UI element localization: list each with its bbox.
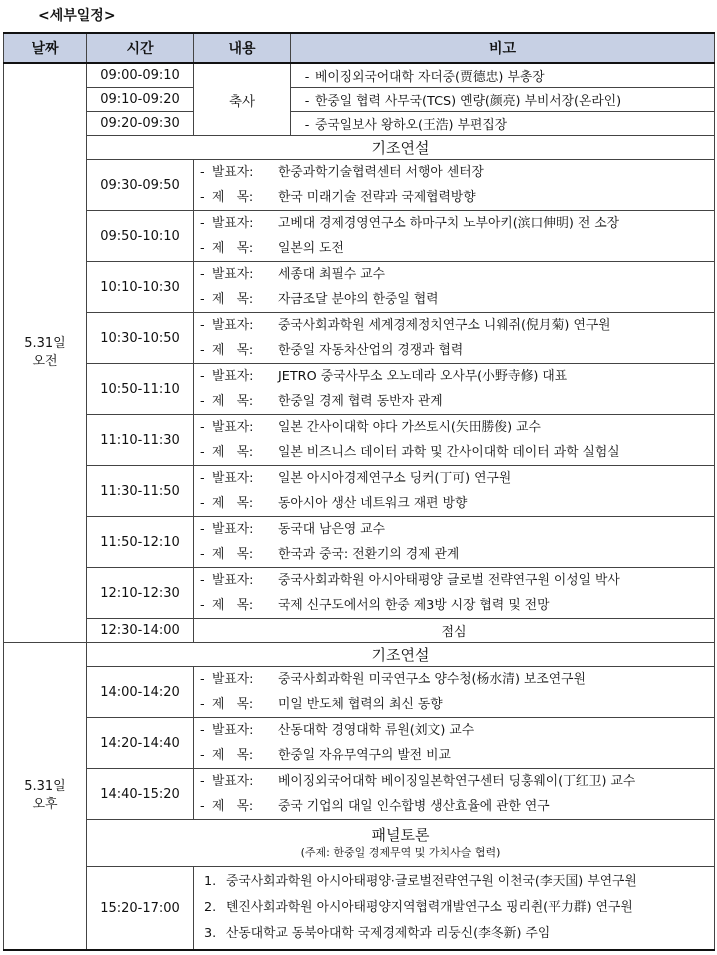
topic-text: 자금조달 분야의 한중일 협력 [278,292,439,307]
panel-subtitle: (주제: 한중일 경제무역 및 가치사슬 협력) [300,846,501,859]
topic-line [200,794,714,819]
topic-text: 한중일 자유무역구의 발전 비교 [278,748,451,763]
topic-text: 한국 미래기술 전략과 국제협력방향 [278,190,476,205]
topic-line [200,440,714,465]
topic-text: 국제 신구도에서의 한중 제3방 시장 협력 및 전망 [278,598,550,613]
talk-row [4,160,715,211]
presenter-label: 발표자: [212,267,254,282]
topic-line [200,491,714,516]
talk-detail [194,211,715,262]
presenter-text: 일본 아시아경제연구소 딩커(丁可) 연구원 [278,471,512,486]
time-cell: 09:30-09:50 [87,160,194,211]
dash-mark: - [200,394,205,409]
congrats-note-text: 한중일 협력 사무국(TCS) 옌량(颜亮) 부비서장(온라인) [315,94,622,109]
time-cell: 10:30-10:50 [87,313,194,364]
topic-label: 제 목: [212,241,254,256]
dash-mark: - [200,445,205,460]
topic-text: 중국 기업의 대일 인수합병 생산효율에 관한 연구 [278,799,550,814]
congrats-row [4,63,715,88]
presenter-text: 산동대학 경영대학 류원(刘文) 교수 [278,723,475,738]
panel-title: 패널토론 [371,826,430,844]
presenter-text: 중국사회과학원 아시아태평양 글로벌 전략연구원 이성일 박사 [278,573,620,588]
topic-line [200,287,714,312]
topic-text: 일본의 도전 [278,241,344,256]
presenter-text: JETRO 중국사무소 오노데라 오사무(小野寺修) 대표 [278,369,568,384]
talk-row [4,568,715,619]
afternoon-date-day: 5.31일 [24,779,66,794]
time-cell: 14:00-14:20 [87,667,194,718]
dash-mark: - [200,216,205,231]
time-cell: 14:20-14:40 [87,718,194,769]
topic-label: 제 목: [212,547,254,562]
time-cell: 09:20-09:30 [87,112,194,136]
presenter-text: 일본 간사이대학 야다 가쓰토시(矢田勝俊) 교수 [278,420,541,435]
congrats-row [4,112,715,136]
dash-mark: - [200,547,205,562]
presenter-line [200,415,714,440]
time-cell: 09:50-10:10 [87,211,194,262]
keynote-title: 기조연설 [87,643,715,667]
panel-member [204,869,714,895]
panel-header [87,820,715,867]
header-time: 시간 [87,33,194,63]
talk-detail [194,769,715,820]
dash-mark: - [200,420,205,435]
presenter-label: 발표자: [212,216,254,231]
topic-text: 한국과 중국: 전환기의 경제 관계 [278,547,460,562]
presenter-line [200,313,714,338]
panel-banner-row [4,820,715,867]
presenter-line [200,262,714,287]
presenter-line [200,667,714,692]
schedule-body [4,63,715,950]
topic-label: 제 목: [212,343,254,358]
presenter-line [200,466,714,491]
talk-row [4,211,715,262]
congrats-note-text: 베이징외국어대학 자더중(贾德忠) 부총장 [315,70,545,85]
topic-line [200,743,714,768]
header-row [4,33,715,63]
talk-row [4,415,715,466]
topic-label: 제 목: [212,748,254,763]
header-date: 날짜 [4,33,87,63]
talk-row [4,718,715,769]
presenter-line [200,568,714,593]
dash-mark: - [200,190,205,205]
dash-mark: - [200,672,205,687]
talk-row [4,667,715,718]
dash-mark: - [200,267,205,282]
talk-detail [194,160,715,211]
presenter-label: 발표자: [212,573,254,588]
time-cell: 11:10-11:30 [87,415,194,466]
dash-mark: - [200,573,205,588]
dash-mark: - [200,748,205,763]
congrats-note [291,63,715,88]
topic-text: 한중일 경제 협력 동반자 관계 [278,394,443,409]
afternoon-date-period: 오후 [32,797,58,812]
dash-mark: - [200,697,205,712]
lunch-row [4,619,715,643]
talk-row [4,262,715,313]
talk-detail [194,262,715,313]
presenter-text: 세종대 최필수 교수 [278,267,386,282]
dash-mark: - [200,471,205,486]
schedule-table [3,32,715,951]
dash-mark: - [200,292,205,307]
topic-label: 제 목: [212,598,254,613]
header-content: 내용 [194,33,291,63]
presenter-text: 고베대 경제경영연구소 하마구치 노부아키(滨口伸明) 전 소장 [278,216,620,231]
topic-line [200,185,714,210]
time-cell: 11:50-12:10 [87,517,194,568]
presenter-text: 중국사회과학원 세계경제정치연구소 니웨쥐(倪月菊) 연구원 [278,318,611,333]
dash-mark: - [200,522,205,537]
dash-mark: - [200,598,205,613]
panel-members-row [4,867,715,951]
dash-mark: - [200,774,205,789]
talk-row [4,364,715,415]
dash-mark: - [304,118,310,133]
presenter-line [200,718,714,743]
panel-members [194,867,715,951]
topic-line [200,593,714,618]
presenter-label: 발표자: [212,369,254,384]
member-text: 산동대학교 동북아대학 국제경제학과 리둥신(李冬新) 주임 [226,926,551,941]
talk-detail [194,313,715,364]
presenter-line [200,211,714,236]
topic-label: 제 목: [212,697,254,712]
dash-mark: - [200,165,205,180]
talk-row [4,517,715,568]
dash-mark: - [200,496,205,511]
dash-mark: - [200,799,205,814]
dash-mark: - [200,343,205,358]
talk-detail [194,364,715,415]
morning-date-day: 5.31일 [24,336,66,351]
topic-line [200,338,714,363]
topic-label: 제 목: [212,394,254,409]
presenter-text: 한중과학기술협력센터 서행아 센터장 [278,165,484,180]
time-cell: 09:00-09:10 [87,63,194,88]
schedule-heading: <세부일정> [38,8,116,24]
topic-label: 제 목: [212,496,254,511]
talk-row [4,769,715,820]
time-cell: 12:10-12:30 [87,568,194,619]
presenter-label: 발표자: [212,165,254,180]
talk-detail [194,568,715,619]
talk-detail [194,667,715,718]
time-cell: 10:10-10:30 [87,262,194,313]
talk-detail [194,718,715,769]
afternoon-date-cell [4,643,87,951]
time-cell: 11:30-11:50 [87,466,194,517]
congrats-note-text: 중국일보사 왕하오(王浩) 부편집장 [315,118,508,133]
member-number: 2. [204,900,217,915]
presenter-label: 발표자: [212,672,254,687]
congrats-note [291,88,715,112]
congrats-row [4,88,715,112]
presenter-label: 발표자: [212,420,254,435]
topic-line [200,692,714,717]
presenter-label: 발표자: [212,522,254,537]
topic-text: 한중일 자동차산업의 경쟁과 협력 [278,343,464,358]
presenter-label: 발표자: [212,723,254,738]
presenter-label: 발표자: [212,471,254,486]
presenter-label: 발표자: [212,774,254,789]
topic-label: 제 목: [212,292,254,307]
topic-label: 제 목: [212,799,254,814]
member-number: 1. [204,874,217,889]
topic-label: 제 목: [212,445,254,460]
presenter-line [200,364,714,389]
time-cell: 14:40-15:20 [87,769,194,820]
presenter-line [200,769,714,794]
talk-detail [194,415,715,466]
member-text: 톈진사회과학원 아시아태평양지역협력개발연구소 핑리췬(平力群) 연구원 [226,900,633,915]
dash-mark: - [200,318,205,333]
talk-row [4,313,715,364]
time-cell: 15:20-17:00 [87,867,194,951]
dash-mark: - [304,70,310,85]
member-number: 3. [204,926,217,941]
header-note: 비고 [291,33,715,63]
dash-mark: - [200,369,205,384]
talk-detail [194,517,715,568]
morning-date-cell [4,63,87,643]
congrats-label: 축사 [194,63,291,136]
presenter-line [200,160,714,185]
morning-date-period: 오전 [32,354,58,369]
presenter-label: 발표자: [212,318,254,333]
topic-text: 미일 반도체 협력의 최신 동향 [278,697,443,712]
keynote-banner-row [4,643,715,667]
topic-text: 동아시아 생산 네트워크 재편 방향 [278,496,468,511]
congrats-note [291,112,715,136]
topic-line [200,236,714,261]
topic-line [200,542,714,567]
topic-label: 제 목: [212,190,254,205]
talk-detail [194,466,715,517]
dash-mark: - [200,241,205,256]
panel-member [204,895,714,921]
topic-line [200,389,714,414]
presenter-text: 중국사회과학원 미국연구소 양수청(杨水清) 보조연구원 [278,672,586,687]
keynote-title: 기조연설 [87,136,715,160]
keynote-banner-row [4,136,715,160]
dash-mark: - [304,94,310,109]
member-text: 중국사회과학원 아시아태평양·글로벌전략연구원 이천국(李天国) 부연구원 [226,874,637,889]
panel-member [204,921,714,947]
presenter-text: 동국대 남은영 교수 [278,522,386,537]
time-cell: 09:10-09:20 [87,88,194,112]
presenter-text: 베이징외국어대학 베이징일본학연구센터 딩훙웨이(丁红卫) 교수 [278,774,636,789]
talk-row [4,466,715,517]
time-cell: 12:30-14:00 [87,619,194,643]
dash-mark: - [200,723,205,738]
topic-text: 일본 비즈니스 데이터 과학 및 간사이대학 데이터 과학 실험실 [278,445,620,460]
time-cell: 10:50-11:10 [87,364,194,415]
lunch-label: 점심 [194,619,715,643]
presenter-line [200,517,714,542]
